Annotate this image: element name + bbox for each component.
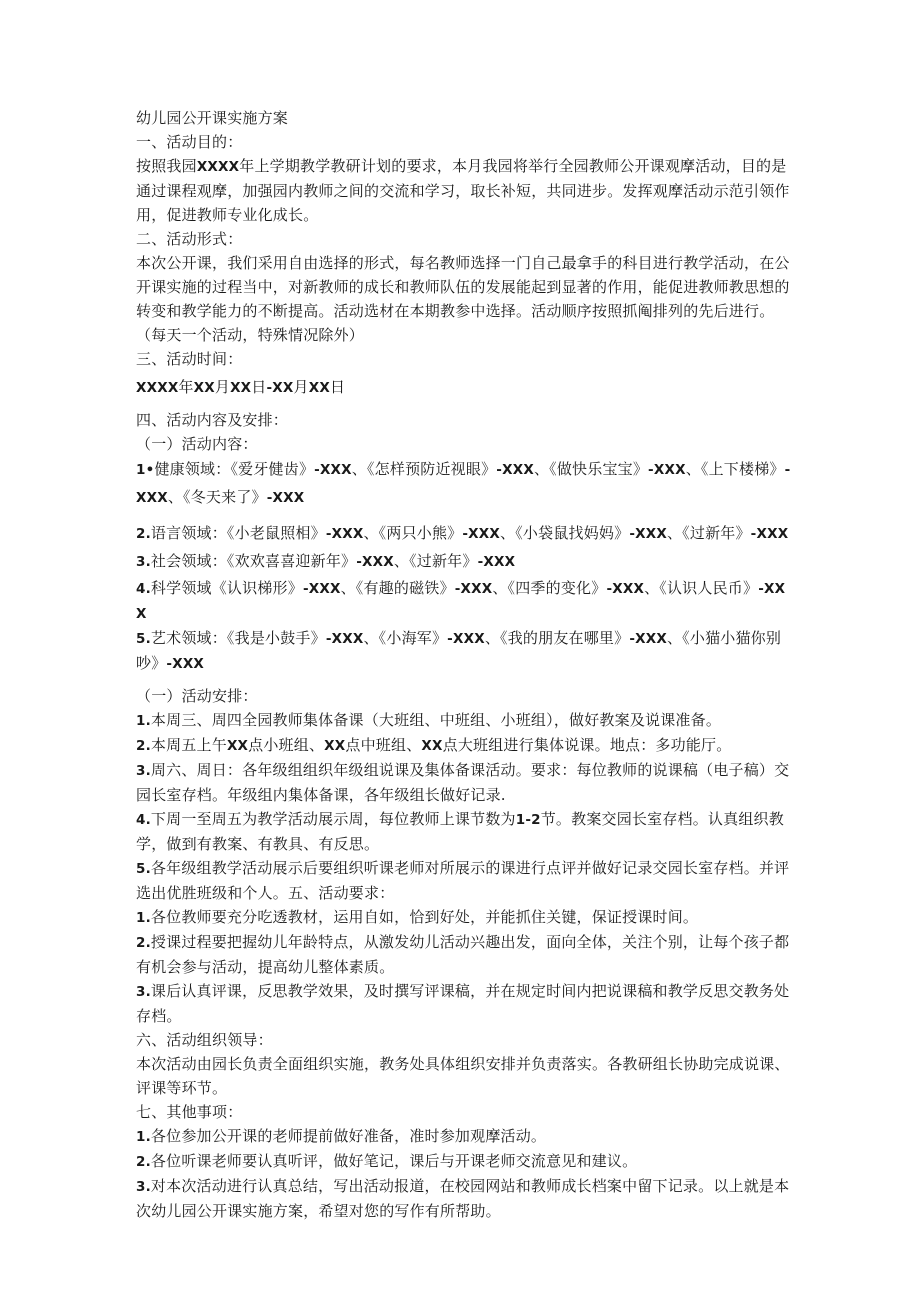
arrangement-item: 2.本周五上午XX点小班组、XX点中班组、XX点大班组进行集体说课。地点：多功能厅。 [136, 736, 732, 754]
content-item-art: 5.艺术领域：《我是小鼓手》-XXX、《小海军》-XXX、《我的朋友在哪里》-XXX、《小猫小猫你别吵》-XXX [136, 629, 782, 672]
section-6-body: 本次活动由园长负责全面组织实施，教务处具体组织安排并负责落实。各教研组长协助完成说课、评课等环节。 [136, 1055, 790, 1097]
section-6-heading: 六、活动组织领导： [136, 1031, 273, 1049]
content-item-science: 4.科学领域《认识梯形》-XXX、《有趣的磁铁》-XXX、《四季的变化》-XXX、《认识人民币》-XXX [136, 579, 786, 622]
section-4-sub-arrangement: （一）活动安排： [136, 687, 258, 705]
activity-date: XXXX年XX月XX日-XX月XX日 [136, 378, 346, 396]
other-item: 2.各位听课老师要认真听评，做好笔记，课后与开课老师交流意见和建议。 [136, 1152, 638, 1170]
other-item: 3.对本次活动进行认真总结，写出活动报道，在校园网站和教师成长档案中留下记录。以上就是本次幼儿园公开课实施方案，希望对您的写作有所帮助。 [136, 1177, 790, 1220]
arrangement-item: 5.各年级组教学活动展示后要组织听课老师对所展示的课进行点评并做好记录交园长室存档。并评选出优胜班级和个人。五、活动要求： [136, 859, 790, 902]
requirement-item: 1.各位教师要充分吃透教材，运用自如，恰到好处，并能抓住关键，保证授课时间。 [136, 908, 699, 926]
section-4-sub-content: （一）活动内容： [136, 435, 258, 453]
arrangement-item: 3.周六、周日：各年级组组织年级组说课及集体备课活动。要求：每位教师的说课稿（电子稿）交园长室存档。年级组内集体备课，各年级组长做好记录. [136, 761, 790, 804]
section-2-body: 本次公开课，我们采用自由选择的形式，每名教师选择一门自己最拿手的科目进行教学活动，在公开课实施的过程当中，对新教师的成长和教师队伍的发展能起到显著的作用，能促进教师教思想的转变和教学能力的不断提高。活动选材在本期教参中选择。活动顺序按照抓阄排列的先后进行。（每天一个活动，特殊情况除外） [136, 254, 790, 344]
section-4-heading: 四、活动内容及安排： [136, 411, 289, 429]
content-item-language-social: 2.语言领域：《小老鼠照相》-XXX、《两只小熊》-XXX、《小袋鼠找妈妈》-XXX、《过新年》-XXX3.社会领域：《欢欢喜喜迎新年》-XXX、《过新年》-XXX [136, 524, 789, 570]
document-title: 幼儿园公开课实施方案 [136, 109, 289, 127]
other-item: 1.各位参加公开课的老师提前做好准备，准时参加观摩活动。 [136, 1127, 547, 1145]
section-1-body: 按照我园XXXX年上学期教学教研计划的要求，本月我园将举行全园教师公开课观摩活动，目的是通过课程观摩，加强园内教师之间的交流和学习，取长补短，共同进步。发挥观摩活动示范引领作用，促进教师专业化成长。 [136, 157, 790, 224]
arrangement-item: 1.本周三、周四全园教师集体备课（大班组、中班组、小班组），做好教案及说课准备。 [136, 711, 722, 729]
document-body [136, 106, 792, 1223]
requirement-item: 2.授课过程要把握幼儿年龄特点，从激发幼儿活动兴趣出发，面向全体，关注个别，让每个孩子都有机会参与活动，提高幼儿整体素质。 [136, 933, 790, 976]
arrangement-item: 4.下周一至周五为教学活动展示周，每位教师上课节数为1-2节。教案交园长室存档。认真组织教学，做到有教案、有教具、有反思。 [136, 810, 784, 853]
section-3-heading: 三、活动时间： [136, 350, 243, 368]
section-1-heading: 一、活动目的： [136, 133, 243, 151]
content-item-health: 1•健康领域：《爱牙健齿》-XXX、《怎样预防近视眼》-XXX、《做快乐宝宝》-XXX、《上下楼梯》-XXX、《冬天来了》-XXX [136, 460, 791, 506]
requirement-item: 3.课后认真评课，反思教学效果，及时撰写评课稿，并在规定时间内把说课稿和教学反思交教务处存档。 [136, 982, 790, 1025]
section-2-heading: 二、活动形式： [136, 230, 243, 248]
section-7-heading: 七、其他事项： [136, 1103, 243, 1121]
